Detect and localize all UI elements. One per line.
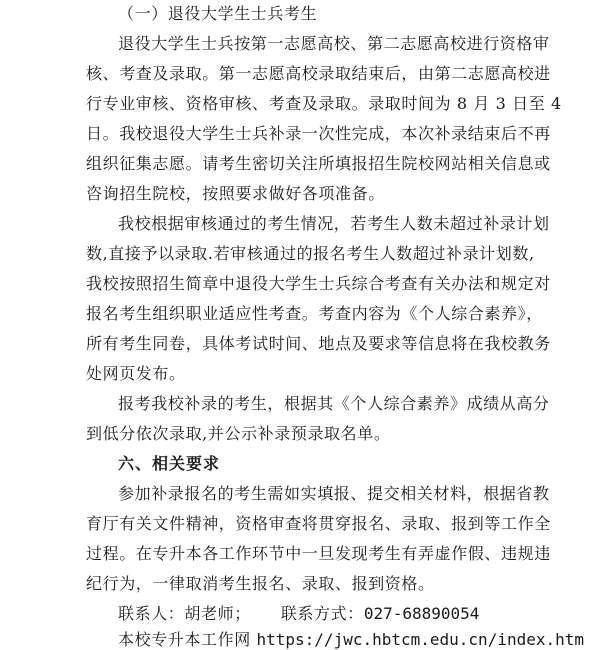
paragraph-line: 育厅有关文件精神，资格审查将贯穿报名、录取、报到等工作全: [86, 514, 551, 533]
website-url[interactable]: https://jwc.hbtcm.edu.cn/index.htm: [256, 630, 585, 649]
paragraph-line: 纪行为，一律取消考生报名、录取、报到资格。: [86, 574, 435, 593]
website-label: 本校专升本工作网: [118, 630, 257, 649]
paragraph-line: 咨询招生院校，按照要求做好各项准备。: [86, 184, 385, 203]
subsection-title-veterans: （一）退役大学生士兵考生: [118, 4, 318, 23]
paragraph-line: 到低分依次录取,并公示补录预录取名单。: [86, 424, 391, 443]
paragraph-line: 组织征集志愿。请考生密切关注所填报招生院校网站相关信息或: [86, 154, 551, 173]
paragraph-line: 报名考生组织职业适应性考查。考查内容为《个人综合素养》，: [86, 304, 543, 323]
paragraph-line: 报考我校补录的考生，根据其《个人综合素养》成绩从高分: [118, 394, 550, 413]
paragraph-line: 数,直接予以录取.若审核通过的报名考生人数超过补录计划数,: [86, 244, 535, 263]
paragraph-line: 日。我校退役大学生士兵补录一次性完成，本次补录结束后不再: [86, 124, 551, 143]
paragraph-line: 行专业审核、资格审核、考查及录取。录取时间为 8 月 3 日至 4: [86, 94, 562, 113]
paragraph-line: 核、考查及录取。第一志愿高校录取结束后，由第二志愿高校进: [86, 64, 551, 83]
paragraph-line: 所有考生同卷，具体考试时间、地点及要求等信息将在我校教务: [86, 334, 551, 353]
section-title-requirements: 六、相关要求: [118, 454, 221, 473]
paragraph-line: 我校根据审核通过的考生情况，若考生人数未超过补录计划: [118, 214, 550, 233]
contact-method-label: 联系方式：: [280, 604, 364, 623]
contact-line: [118, 604, 479, 624]
contact-phone: 027-68890054: [363, 604, 480, 623]
paragraph-line: 参加补录报名的考生需如实填报、提交相关材料，根据省教: [118, 484, 550, 503]
contact-person: 联系人：胡老师；: [118, 604, 251, 623]
paragraph-line: 过程。在专升本各工作环节中一旦发现考生有弄虚作假、违规违: [86, 544, 551, 563]
paragraph-line: 处网页发布。: [86, 364, 186, 383]
paragraph-line: 我校按照招生简章中退役大学生士兵综合考查有关办法和规定对: [86, 274, 551, 293]
website-line: [118, 630, 584, 650]
paragraph-line: 退役大学生士兵按第一志愿高校、第二志愿高校进行资格审: [118, 34, 550, 53]
